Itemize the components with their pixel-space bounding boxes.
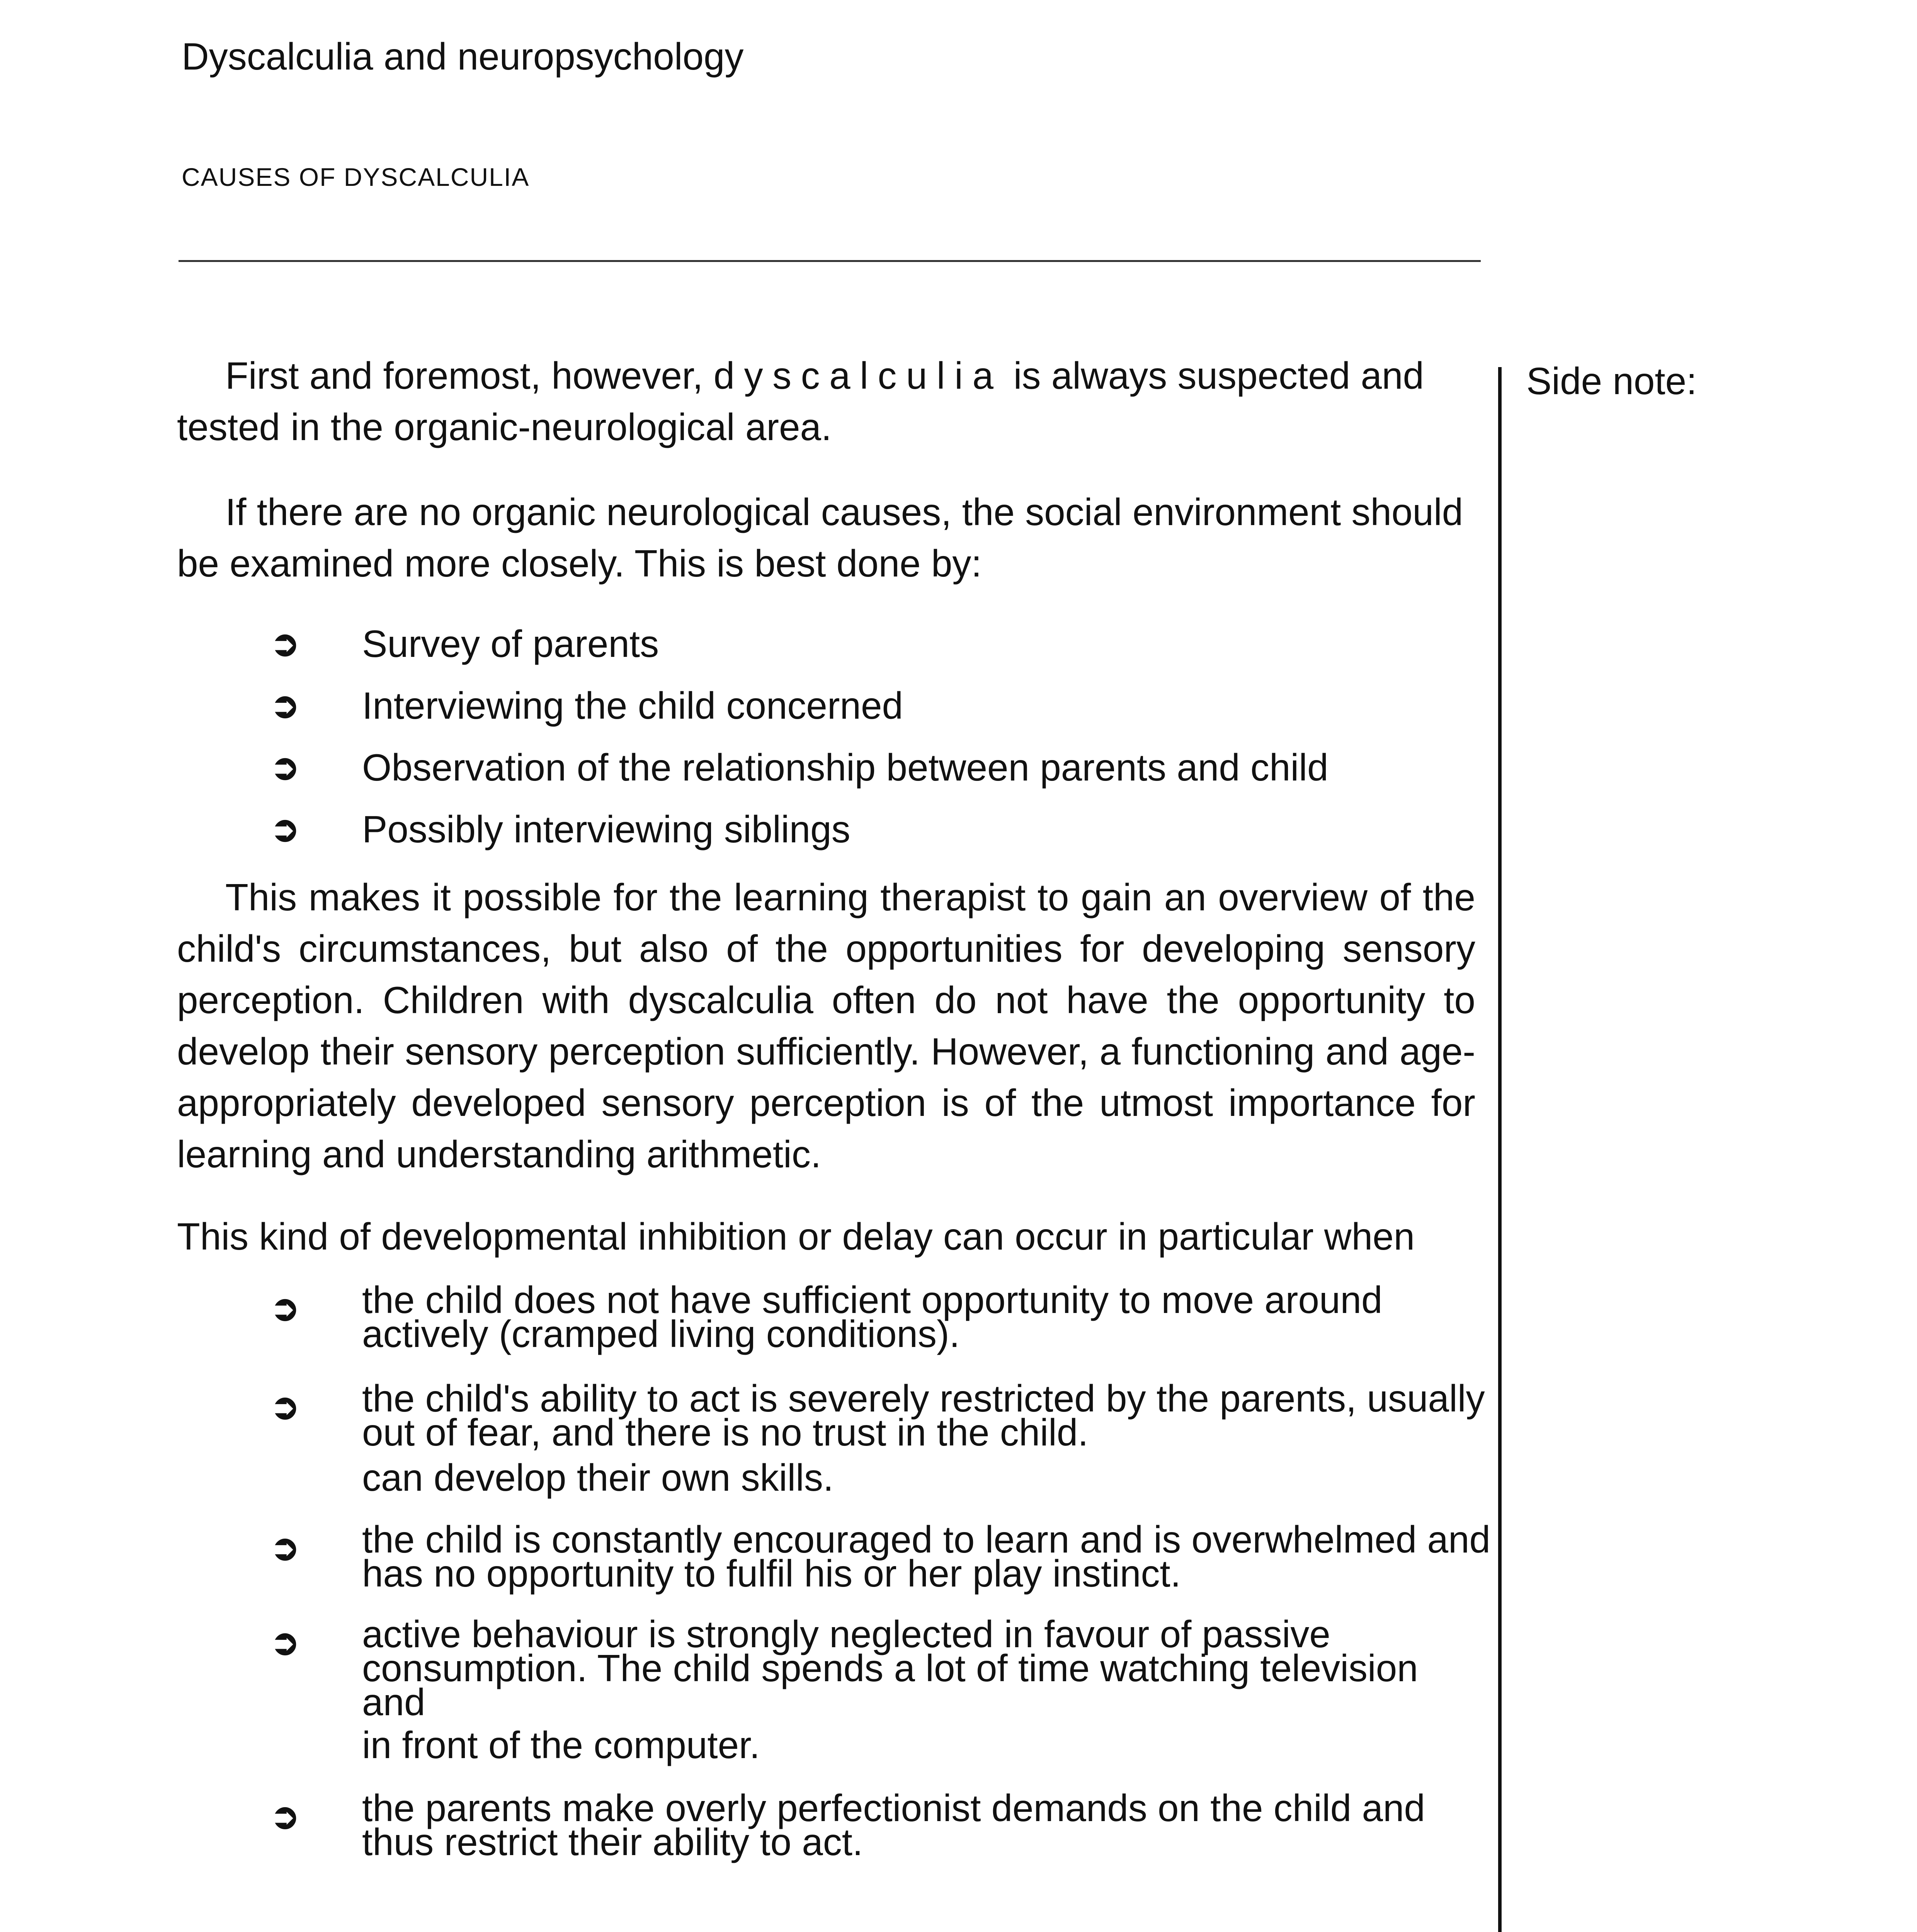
- list-item-continuation: in front of the computer.: [362, 1724, 760, 1766]
- arrow-bullet-icon: ➲: [270, 1623, 300, 1662]
- arrow-bullet-icon: ➲: [270, 810, 300, 849]
- list-item-text: the child is constantly encouraged to learn and is overwhelmed and has no opportunity to fulfil his or her play instinct.: [362, 1518, 1490, 1595]
- list-item-text: Observation of the relationship between parents and child: [362, 746, 1328, 789]
- paragraph-2-text: If there are no organic neurological causes, the social environment should be examined more closely. This is best done by:: [177, 491, 1463, 585]
- arrow-bullet-icon: ➲: [270, 1388, 300, 1426]
- list-item-text: Survey of parents: [362, 622, 659, 665]
- paragraph-1-rest: is always suspected and tested in the organic-neurological area.: [177, 354, 1424, 448]
- arrow-bullet-icon: ➲: [270, 686, 300, 725]
- margin-divider: [1498, 367, 1502, 1932]
- arrow-bullet-icon: ➲: [270, 1797, 300, 1836]
- side-note-label: Side note:: [1526, 360, 1697, 402]
- paragraph-4-text: This kind of developmental inhibition or delay can occur in particular when: [177, 1215, 1415, 1258]
- header-title: Dyscalculia and neuropsychology: [182, 35, 744, 78]
- arrow-bullet-icon: ➲: [270, 624, 300, 663]
- list-item-text: Interviewing the child concerned: [362, 684, 903, 727]
- paragraph-4: [177, 1211, 1475, 1262]
- arrow-bullet-icon: ➲: [270, 748, 300, 787]
- list-item-continuation: can develop their own skills.: [362, 1456, 834, 1499]
- paragraph-3-text: This makes it possible for the learning therapist to gain an overview of the child's circumstances, but also of the opportunities for developing sensory perception. Children with dyscalculia often do not have the opportunity to develop their sensory perception sufficiently. However, a functioning and age-appropriately developed sensory perception is of the utmost importance for learning and understanding arithmetic.: [177, 876, 1475, 1175]
- section-title: [182, 162, 529, 192]
- list-item-text: Possibly interviewing siblings: [362, 808, 850, 850]
- paragraph-3: [177, 872, 1475, 1180]
- list-item-text: the child does not have sufficient opportunity to move around actively (cramped living conditions).: [362, 1279, 1383, 1355]
- arrow-bullet-icon: ➲: [270, 1289, 300, 1328]
- paragraph-1: [177, 350, 1475, 453]
- section-title-text: CAUSES OF DYSCALCULIA: [182, 163, 530, 191]
- list-item-text: the child's ability to act is severely restricted by the parents, usually out of fear, and there is no trust in the child.: [362, 1377, 1485, 1454]
- list-item-text: the parents make overly perfectionist demands on the child and thus restrict their ability to act.: [362, 1787, 1425, 1863]
- list-item-text: active behaviour is strongly neglected in favour of passive consumption. The child spends a lot of time watching television and: [362, 1613, 1418, 1723]
- paragraph-2: [177, 486, 1475, 589]
- arrow-bullet-icon: ➲: [270, 1529, 300, 1567]
- paragraph-1-lead: First and foremost, however,: [225, 354, 714, 397]
- emphasized-term: dyscalculia: [713, 354, 1003, 397]
- header-divider: [179, 260, 1481, 262]
